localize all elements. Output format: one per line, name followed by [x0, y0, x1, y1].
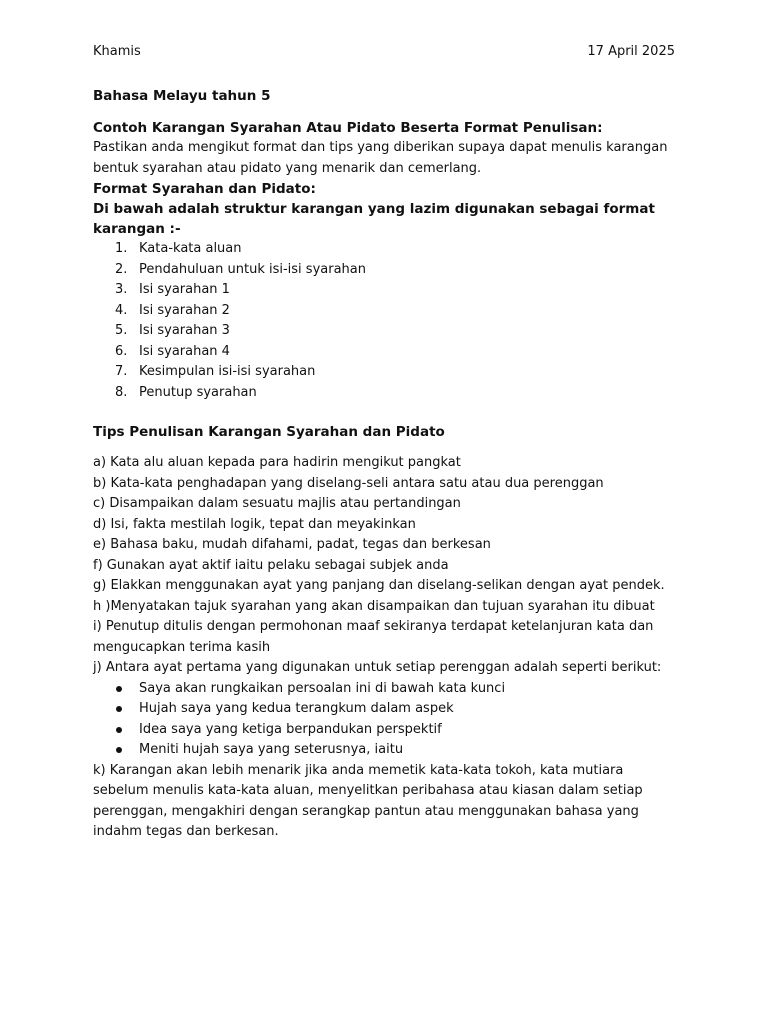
bullet-item — [93, 740, 675, 761]
page-header — [93, 44, 675, 62]
list-item-text: Isi syarahan 1 — [139, 282, 230, 297]
intro-title: Contoh Karangan Syarahan Atau Pidato Beserta Format Penulisan: — [93, 120, 603, 136]
tip-item: a) Kata alu aluan kepada para hadirin mengikut pangkat — [93, 455, 461, 470]
tip-closing: k) Karangan akan lebih menarik jika anda memetik kata-kata tokoh, kata mutiara sebelum menulis kata-kata aluan, menyelitkan peribahasa atau kiasan dalam setiap perenggan, mengakhiri dengan serangkap pantun atau menggunakan bahasa yang indahm tegas dan berkesan. — [93, 762, 643, 839]
bullet-text: Idea saya yang ketiga berpandukan perspektif — [139, 721, 442, 737]
structure-list — [93, 239, 675, 403]
structure-heading: Di bawah adalah struktur karangan yang lazim digunakan sebagai format karangan :- — [93, 201, 655, 237]
list-item-text: Kesimpulan isi-isi syarahan — [139, 364, 316, 379]
list-item-text: Isi syarahan 3 — [139, 323, 230, 338]
list-number: 5. — [115, 323, 128, 338]
list-number: 3. — [115, 282, 128, 297]
intro-description: Pastikan anda mengikut format dan tips yang diberikan supaya dapat menulis karangan bentuk syarahan atau pidato yang menarik dan cemerlang. — [93, 140, 668, 176]
tip-item: e) Bahasa baku, mudah difahami, padat, tegas dan berkesan — [93, 537, 491, 552]
bullet-text: Saya akan rungkaikan persoalan ini di bawah kata kunci — [139, 680, 506, 696]
list-item — [93, 260, 675, 281]
list-number: 6. — [115, 343, 128, 359]
bullet-text: Hujah saya yang kedua terangkum dalam aspek — [139, 701, 454, 716]
bullet-item — [93, 720, 675, 741]
list-number: 7. — [115, 364, 128, 379]
list-item — [93, 342, 675, 363]
list-item-text: Pendahuluan untuk isi-isi syarahan — [139, 261, 366, 277]
tip-item: g) Elakkan menggunakan ayat yang panjang dan diselang-selikan dengan ayat pendek. — [93, 578, 665, 593]
bullet-icon — [116, 747, 122, 753]
list-item — [93, 321, 675, 342]
tip-item: d) Isi, fakta mestilah logik, tepat dan meyakinkan — [93, 516, 416, 532]
list-item-text: Kata-kata aluan — [139, 241, 242, 256]
tip-item: f) Gunakan ayat aktif iaitu pelaku sebagai subjek anda — [93, 557, 449, 573]
bullet-icon — [116, 686, 122, 692]
document-date: 17 April 2025 — [587, 44, 675, 59]
tip-item: j) Antara ayat pertama yang digunakan untuk setiap perenggan adalah seperti berikut: — [93, 660, 662, 675]
example-bullet-list — [93, 679, 675, 761]
list-item-text: Penutup syarahan — [139, 384, 257, 400]
tips-title: Tips Penulisan Karangan Syarahan dan Pidato — [93, 424, 445, 440]
tips-section — [93, 453, 675, 843]
list-item — [93, 362, 675, 383]
list-item — [93, 239, 675, 260]
tip-item: h )Menyatakan tajuk syarahan yang akan disampaikan dan tujuan syarahan itu dibuat — [93, 598, 655, 614]
bullet-item — [93, 699, 675, 720]
tip-item: i) Penutup ditulis dengan permohonan maaf sekiranya terdapat ketelanjuran kata dan mengucapkan terima kasih — [93, 619, 654, 655]
list-number: 8. — [115, 384, 128, 400]
list-number: 1. — [115, 241, 128, 256]
intro-section — [93, 118, 675, 403]
tip-item: c) Disampaikan dalam sesuatu majlis atau pertandingan — [93, 496, 461, 511]
bullet-icon — [116, 727, 122, 733]
list-item — [93, 383, 675, 404]
list-item-text: Isi syarahan 4 — [139, 343, 230, 359]
author-name: Khamis — [93, 44, 141, 59]
tip-item: b) Kata-kata penghadapan yang diselang-seli antara satu atau dua perenggan — [93, 475, 604, 491]
bullet-item — [93, 679, 675, 700]
list-number: 4. — [115, 302, 128, 318]
subject-title: Bahasa Melayu tahun 5 — [93, 88, 271, 104]
list-item-text: Isi syarahan 2 — [139, 302, 230, 318]
bullet-icon — [116, 706, 122, 712]
list-item — [93, 301, 675, 322]
bullet-text: Meniti hujah saya yang seterusnya, iaitu — [139, 742, 404, 757]
list-number: 2. — [115, 261, 128, 277]
format-heading: Format Syarahan dan Pidato: — [93, 181, 316, 197]
list-item — [93, 280, 675, 301]
